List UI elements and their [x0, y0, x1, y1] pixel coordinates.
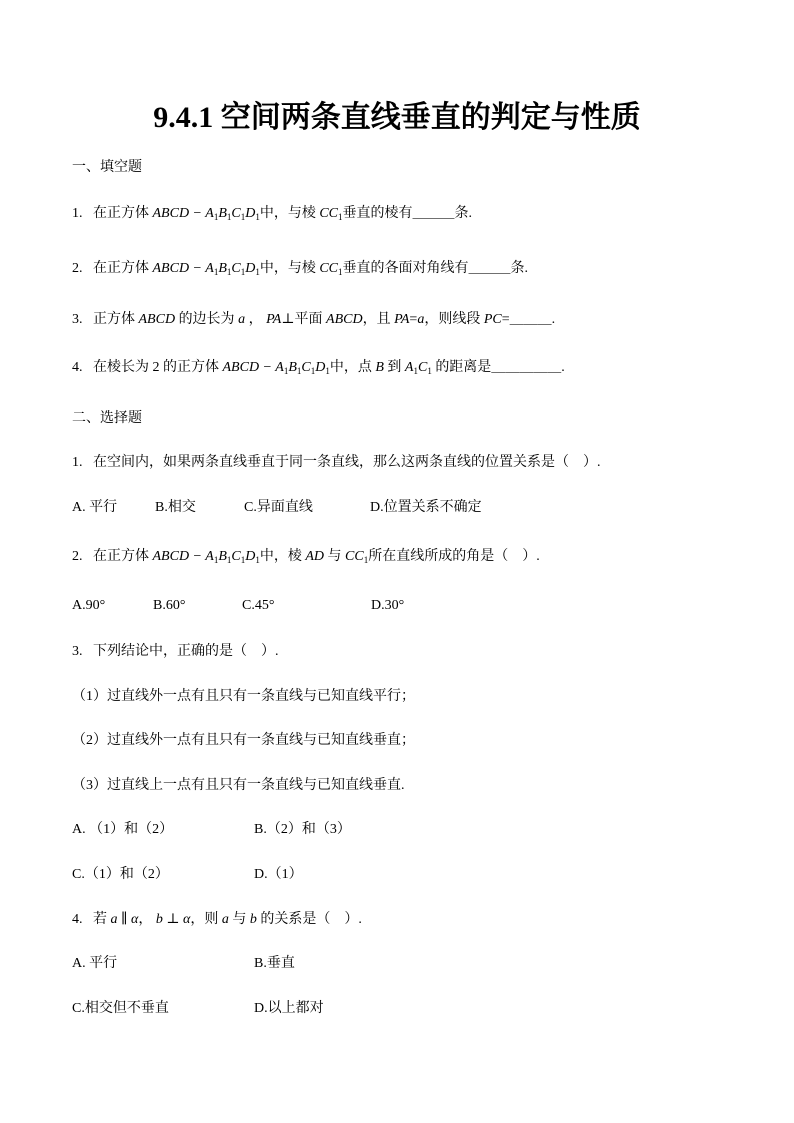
subscript: 1 — [296, 366, 302, 376]
math-expression: B — [375, 360, 384, 375]
option-d: D.以上都对 — [254, 1001, 324, 1016]
math-expression: a — [417, 312, 425, 327]
fill-in-question-1 — [72, 204, 472, 224]
text-run: 所在直线所成的角是（ ）. — [368, 549, 540, 564]
option-d: D.位置关系不确定 — [370, 500, 482, 515]
math-expression: C — [231, 206, 241, 221]
text-run: ，且 — [362, 312, 395, 327]
subscript: 1 — [255, 212, 260, 222]
math-expression: ABCD − A — [152, 261, 214, 276]
option-b: B.垂直 — [254, 956, 295, 971]
question-number: 2. — [72, 261, 83, 276]
section-heading-fill-in: 一、填空题 — [72, 160, 142, 175]
text-run: 中，点 — [329, 360, 376, 375]
option-a: A. 平行 — [72, 500, 118, 515]
subscript: 1 — [338, 267, 343, 277]
math-expression: a — [221, 912, 229, 927]
math-expression: C — [231, 549, 241, 564]
subscript: 1 — [213, 555, 219, 565]
option-c: C.45° — [242, 598, 275, 613]
subscript: 1 — [240, 212, 246, 222]
text-run: 在正方体 — [93, 549, 153, 564]
text-run: 的边长为 — [175, 312, 239, 327]
choice-question-2 — [72, 547, 540, 567]
option-c: C.相交但不垂直 — [72, 1001, 169, 1016]
subscript: 1 — [240, 267, 246, 277]
option-b: B.相交 — [155, 500, 196, 515]
math-expression: B — [218, 261, 227, 276]
subscript: 1 — [226, 555, 232, 565]
subscript: 1 — [325, 366, 330, 376]
text-run: ， — [245, 312, 267, 327]
math-expression: B — [288, 360, 297, 375]
math-expression: ABCD − A — [152, 206, 214, 221]
math-expression: PA — [394, 312, 410, 327]
question-number: 3. — [72, 644, 83, 659]
question-text — [93, 312, 555, 327]
question-text — [93, 912, 362, 927]
statement-1: （1）过直线外一点有且只有一条直线与已知直线平行； — [72, 689, 415, 704]
fill-in-question-3 — [72, 310, 555, 330]
question-text — [93, 549, 540, 564]
question-text — [93, 261, 528, 276]
text-run: 中，棱 — [259, 549, 306, 564]
statement-2: （2）过直线外一点有且只有一条直线与已知直线垂直； — [72, 733, 415, 748]
text-run: ⊥ — [162, 912, 183, 927]
option-b: B.60° — [153, 598, 186, 613]
text-run: ， — [138, 912, 156, 927]
math-expression: AD — [305, 549, 325, 564]
text-run: ，则线段 — [424, 312, 484, 327]
math-expression: b — [155, 912, 163, 927]
subscript: 1 — [338, 212, 343, 222]
subscript: 1 — [226, 267, 232, 277]
subscript: 1 — [413, 366, 418, 376]
question-number: 1. — [72, 206, 83, 221]
text-run: 在空间内，如果两条直线垂直于同一条直线，那么这两条直线的位置关系是（ ）. — [93, 455, 601, 470]
text-run: 在正方体 — [93, 261, 153, 276]
question-number: 4. — [72, 912, 83, 927]
choice-question-3 — [72, 642, 279, 662]
text-run: 若 — [93, 912, 111, 927]
question-number: 3. — [72, 312, 83, 327]
subscript: 1 — [226, 212, 232, 222]
math-expression: PA — [266, 312, 282, 327]
math-expression: D — [245, 549, 256, 564]
math-expression: C — [301, 360, 311, 375]
math-expression: D — [315, 360, 326, 375]
text-run: =＿＿＿. — [501, 312, 556, 327]
option-b: B.（2）和（3） — [254, 822, 351, 837]
math-expression: B — [218, 206, 227, 221]
math-expression: B — [218, 549, 227, 564]
option-c: C.（1）和（2） — [72, 867, 169, 882]
math-expression: α — [183, 912, 191, 927]
fill-in-question-2 — [72, 259, 528, 279]
math-expression: ABCD — [138, 312, 176, 327]
text-run: 的关系是（ ）. — [256, 912, 362, 927]
text-run: = — [409, 312, 418, 327]
subscript: 1 — [310, 366, 316, 376]
math-expression: C — [231, 261, 241, 276]
text-run: 与 — [228, 912, 250, 927]
math-expression: A — [404, 360, 414, 375]
subscript: 1 — [213, 212, 219, 222]
text-run: 中，与棱 — [259, 261, 320, 276]
fill-in-question-4 — [72, 358, 565, 378]
math-expression: α — [130, 912, 139, 927]
option-d: D.（1） — [254, 867, 303, 882]
question-text — [93, 360, 565, 375]
subscript: 1 — [363, 555, 369, 565]
option-a: A. （1）和（2） — [72, 822, 174, 837]
math-expression: CC — [319, 261, 339, 276]
question-text — [93, 644, 279, 659]
page-title: 9.4.1 空间两条直线垂直的判定与性质 — [153, 101, 641, 134]
math-expression: D — [245, 261, 256, 276]
text-run: 在正方体 — [93, 206, 153, 221]
text-run: ⊥平面 — [281, 312, 327, 327]
subscript: 1 — [427, 366, 432, 376]
subscript: 1 — [240, 555, 246, 565]
math-expression: ABCD − A — [152, 549, 214, 564]
text-run: 的距离是＿＿＿＿＿. — [431, 360, 565, 375]
math-expression: PC — [483, 312, 502, 327]
question-number: 2. — [72, 549, 83, 564]
subscript: 1 — [283, 366, 289, 376]
subscript: 1 — [213, 267, 219, 277]
text-run: 下列结论中，正确的是（ ）. — [93, 644, 279, 659]
choice-question-1 — [72, 453, 601, 473]
choice-question-4 — [72, 910, 362, 930]
text-run: 垂直的各面对角线有＿＿＿条. — [342, 261, 529, 276]
text-run: 正方体 — [93, 312, 139, 327]
section-heading-choice: 二、选择题 — [72, 411, 142, 426]
math-expression: C — [417, 360, 428, 375]
text-run: 与 — [324, 549, 346, 564]
math-expression: a — [238, 312, 246, 327]
text-run: 在棱长为 2 的正方体 — [93, 360, 223, 375]
question-text — [93, 455, 601, 470]
text-run: 到 — [383, 360, 405, 375]
option-d: D.30° — [371, 598, 405, 613]
text-run: 中，与棱 — [259, 206, 320, 221]
math-expression: b — [249, 912, 257, 927]
math-expression: ABCD — [326, 312, 363, 327]
option-a: A.90° — [72, 598, 106, 613]
math-expression: ABCD − A — [222, 360, 284, 375]
math-expression: D — [245, 206, 256, 221]
text-run: ，则 — [190, 912, 222, 927]
option-c: C.异面直线 — [244, 500, 313, 515]
subscript: 1 — [255, 267, 260, 277]
subscript: 1 — [255, 555, 260, 565]
question-number: 1. — [72, 455, 83, 470]
math-expression: CC — [345, 549, 364, 564]
text-run: 垂直的棱有＿＿＿条. — [342, 206, 473, 221]
option-a: A. 平行 — [72, 956, 118, 971]
math-expression: CC — [319, 206, 339, 221]
text-run: ∥ — [117, 912, 131, 927]
math-expression: a — [110, 912, 118, 927]
question-number: 4. — [72, 360, 83, 375]
statement-3: （3）过直线上一点有且只有一条直线与已知直线垂直. — [72, 778, 405, 793]
question-text — [93, 206, 472, 221]
